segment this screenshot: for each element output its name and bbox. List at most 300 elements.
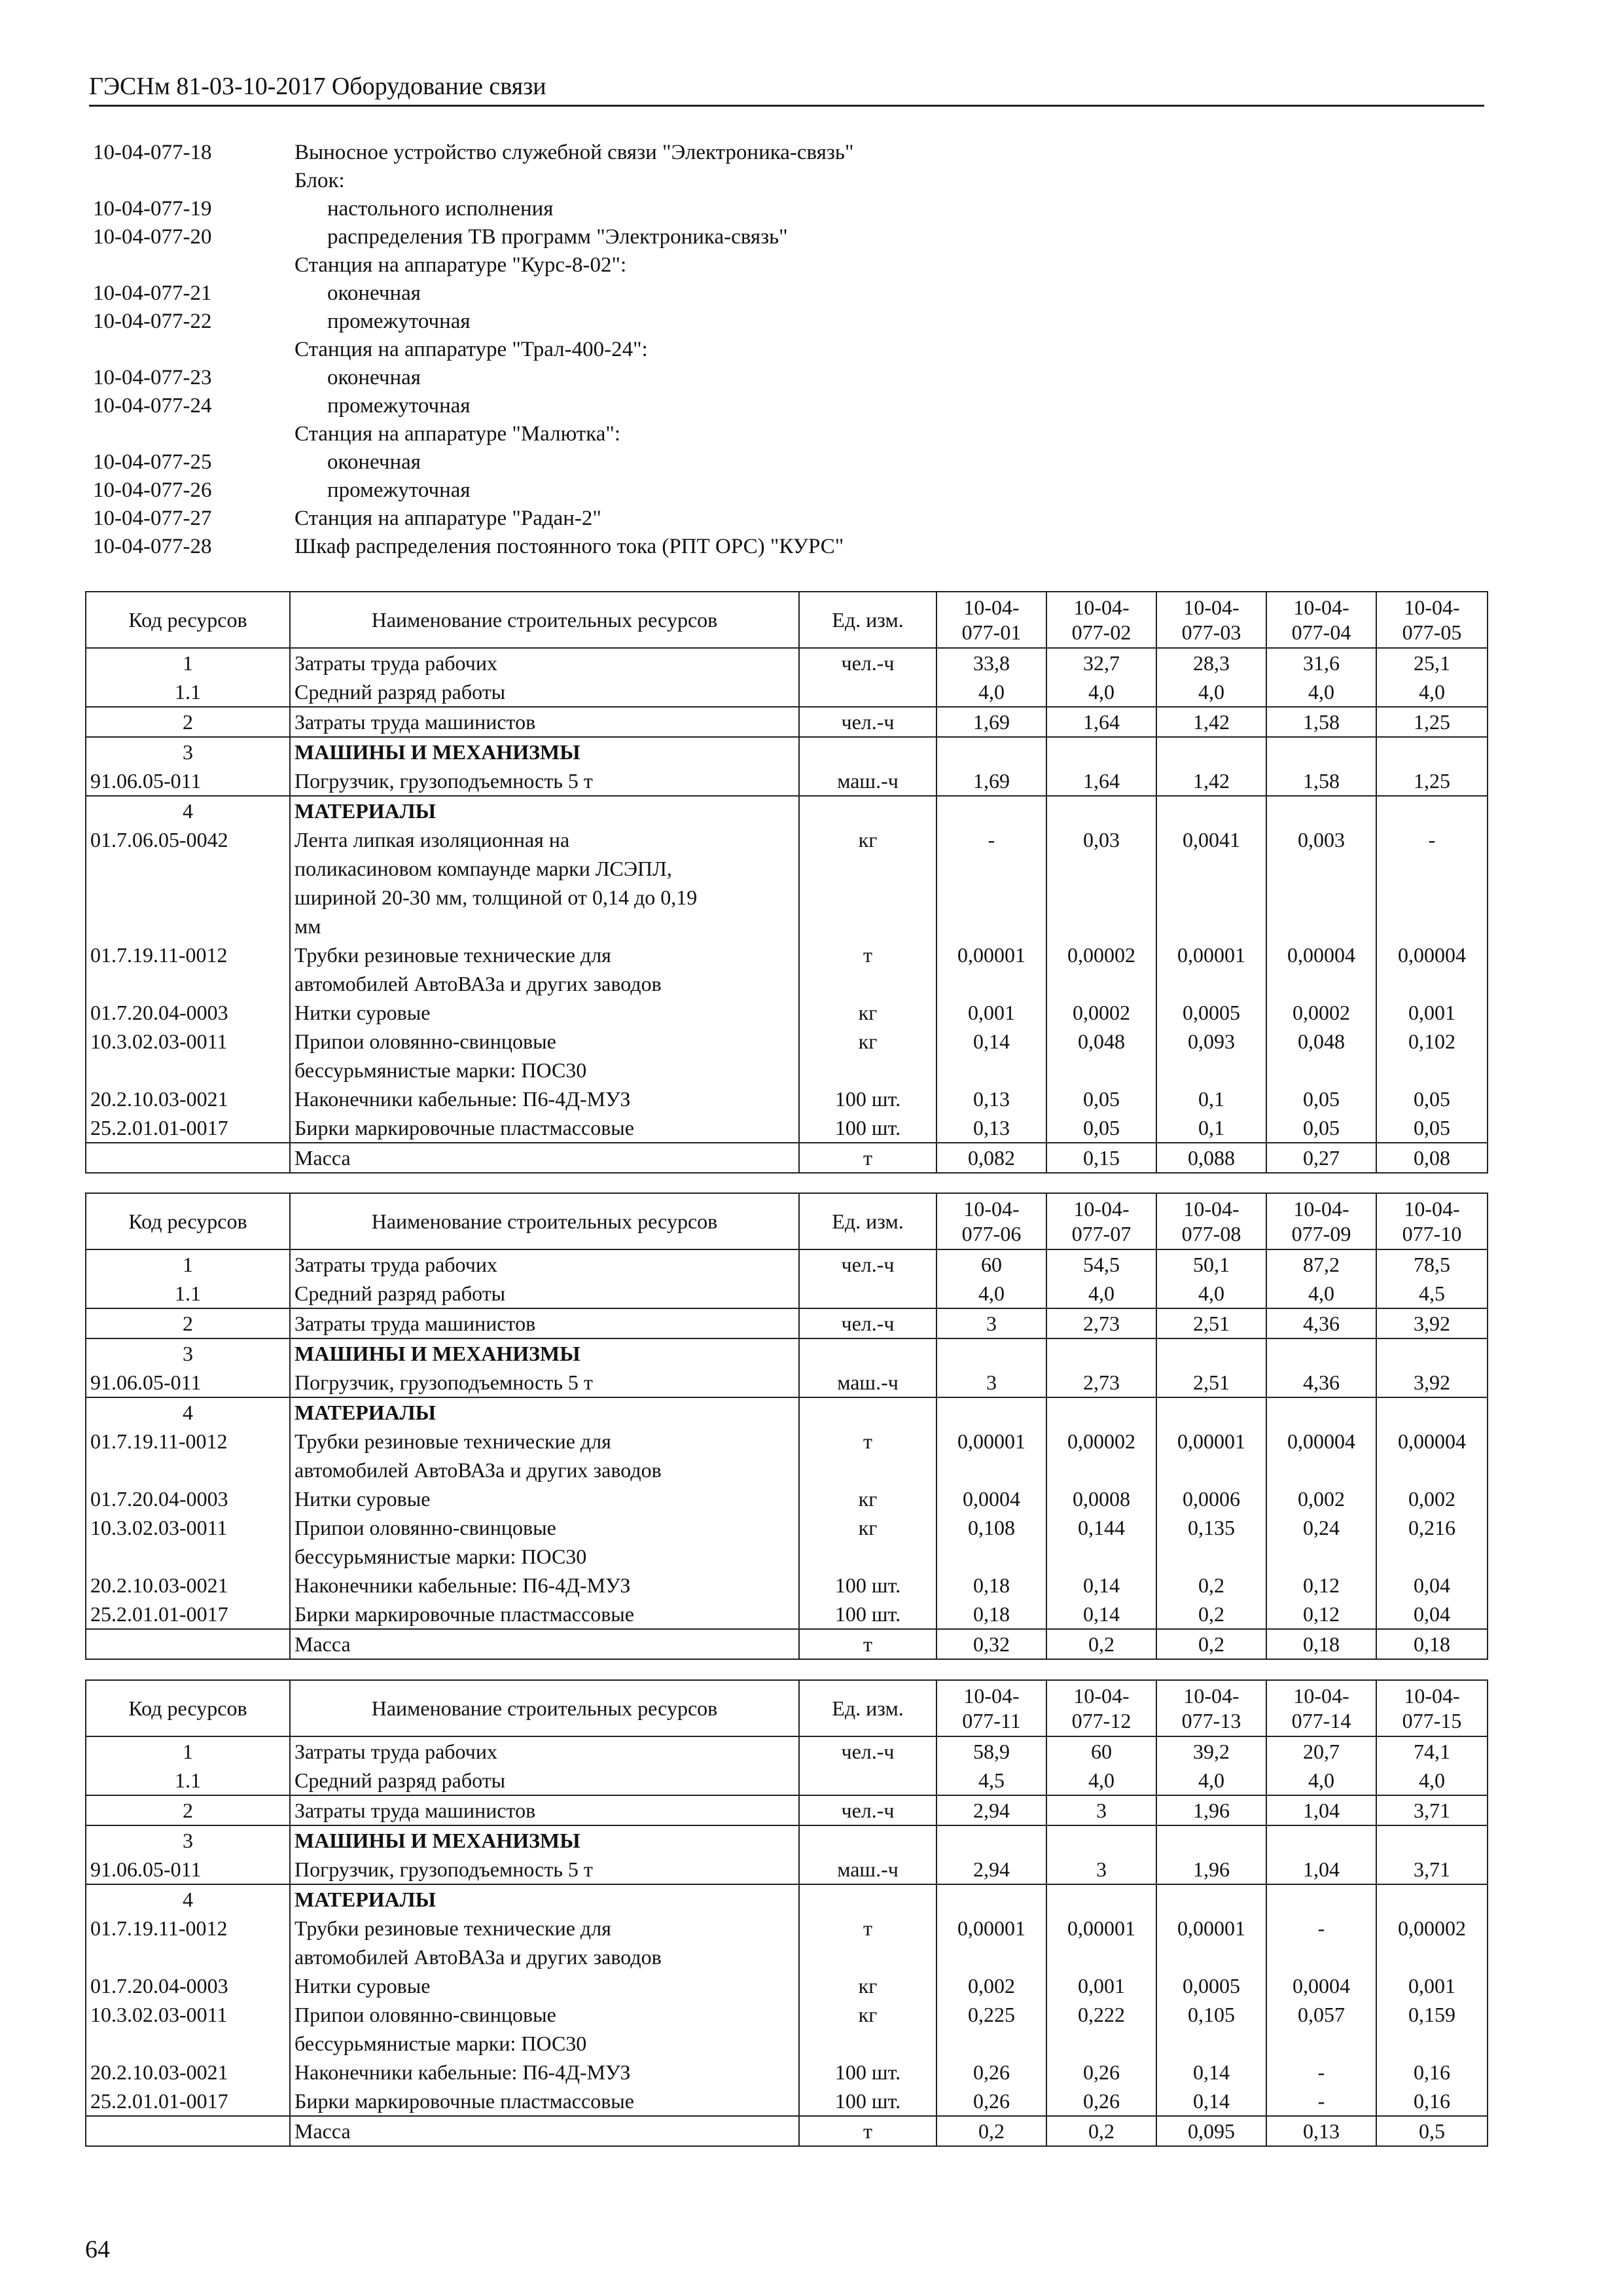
resource-name: Затраты труда машинистов bbox=[290, 1795, 799, 1825]
resource-value: 0,048 bbox=[1266, 1027, 1376, 1085]
resource-value: 87,2 bbox=[1266, 1249, 1376, 1279]
resource-value bbox=[1266, 1825, 1376, 1855]
resource-code: 01.7.06.05-0042 bbox=[86, 825, 290, 941]
resource-value: 0,2 bbox=[1156, 1600, 1266, 1629]
resource-name: Нитки суровые bbox=[290, 1971, 799, 2000]
resource-value: 0,057 bbox=[1266, 2000, 1376, 2058]
resource-name: Нитки суровые bbox=[290, 1484, 799, 1513]
resource-name: Затраты труда рабочих bbox=[290, 1249, 799, 1279]
resource-value bbox=[1376, 737, 1488, 766]
resource-unit: маш.-ч bbox=[799, 766, 936, 796]
code-list-code bbox=[93, 420, 294, 448]
resource-value: 3 bbox=[1046, 1795, 1156, 1825]
resource-value: 0,159 bbox=[1376, 2000, 1488, 2058]
page-number: 64 bbox=[85, 2236, 110, 2263]
resource-value: 0,082 bbox=[936, 1143, 1046, 1173]
resource-value: 0,216 bbox=[1376, 1513, 1488, 1571]
table-row bbox=[86, 677, 1488, 707]
resource-unit: 100 шт. bbox=[799, 1571, 936, 1600]
resource-value: 0,00004 bbox=[1266, 1427, 1376, 1484]
table-row bbox=[86, 707, 1488, 737]
resource-value bbox=[1156, 1397, 1266, 1427]
resource-value: 0,0004 bbox=[936, 1484, 1046, 1513]
resource-unit: 100 шт. bbox=[799, 1113, 936, 1143]
resource-value: 0,102 bbox=[1376, 1027, 1488, 1085]
resource-value: 0,00001 bbox=[1156, 941, 1266, 998]
resource-value: 0,00001 bbox=[1156, 1427, 1266, 1484]
resource-value: 2,94 bbox=[936, 1795, 1046, 1825]
resource-value: 0,05 bbox=[1046, 1113, 1156, 1143]
table-row bbox=[86, 1884, 1488, 1914]
code-list-text: промежуточная bbox=[327, 394, 471, 418]
header-column-code: 10-04- 077-05 bbox=[1376, 592, 1488, 648]
resource-value bbox=[1046, 1884, 1156, 1914]
resource-value bbox=[936, 1884, 1046, 1914]
resource-value: 78,5 bbox=[1376, 1249, 1488, 1279]
table-row bbox=[86, 1571, 1488, 1600]
resource-name: Масса bbox=[290, 1143, 799, 1173]
table-header-row bbox=[86, 1193, 1488, 1249]
resource-code: 01.7.19.11-0012 bbox=[86, 1914, 290, 1971]
resource-name: Погрузчик, грузоподъемность 5 т bbox=[290, 1368, 799, 1397]
resource-unit: 100 шт. bbox=[799, 1600, 936, 1629]
resource-unit: кг bbox=[799, 2000, 936, 2058]
resource-value: 0,13 bbox=[936, 1085, 1046, 1113]
resource-value: 0,048 bbox=[1046, 1027, 1156, 1085]
resource-value: 1,04 bbox=[1266, 1855, 1376, 1884]
resource-value: 4,0 bbox=[936, 1279, 1046, 1308]
resource-unit bbox=[799, 737, 936, 766]
resource-value: 4,0 bbox=[1156, 1766, 1266, 1795]
resource-value: 1,64 bbox=[1046, 766, 1156, 796]
resource-name: Масса bbox=[290, 1629, 799, 1659]
table-row bbox=[86, 1368, 1488, 1397]
header-code: Код ресурсов bbox=[86, 1193, 290, 1249]
resource-value: 0,18 bbox=[936, 1600, 1046, 1629]
resource-unit: чел.-ч bbox=[799, 1308, 936, 1338]
header-column-code: 10-04- 077-04 bbox=[1266, 592, 1376, 648]
table-row bbox=[86, 1914, 1488, 1971]
table-row bbox=[86, 1427, 1488, 1484]
resource-value: 0,1 bbox=[1156, 1113, 1266, 1143]
resource-value: 0,0005 bbox=[1156, 998, 1266, 1027]
code-list-text: оконечная bbox=[327, 366, 421, 389]
resource-value: 4,0 bbox=[1046, 1279, 1156, 1308]
table-row bbox=[86, 737, 1488, 766]
resource-value: 1,69 bbox=[936, 707, 1046, 737]
resource-value: 0,108 bbox=[936, 1513, 1046, 1571]
resource-value: 60 bbox=[936, 1249, 1046, 1279]
code-list-item bbox=[93, 533, 1402, 561]
resource-value: 0,04 bbox=[1376, 1571, 1488, 1600]
code-list-text: Станция на аппаратуре "Радан-2" bbox=[294, 507, 601, 530]
resource-value: 0,144 bbox=[1046, 1513, 1156, 1571]
resource-unit: кг bbox=[799, 1484, 936, 1513]
resource-name: Бирки маркировочные пластмассовые bbox=[290, 1113, 799, 1143]
resource-value: 0,26 bbox=[936, 2058, 1046, 2087]
resource-code: 01.7.20.04-0003 bbox=[86, 1971, 290, 2000]
resource-value: 4,0 bbox=[1046, 677, 1156, 707]
resource-value: 2,73 bbox=[1046, 1308, 1156, 1338]
resource-value: 54,5 bbox=[1046, 1249, 1156, 1279]
resource-value: 0,2 bbox=[1156, 1571, 1266, 1600]
resource-value: 1,96 bbox=[1156, 1795, 1266, 1825]
table-row bbox=[86, 1249, 1488, 1279]
resource-name: Средний разряд работы bbox=[290, 1279, 799, 1308]
resource-value: 1,96 bbox=[1156, 1855, 1266, 1884]
code-list-text: Станция на аппаратуре "Курс-8-02": bbox=[294, 253, 627, 277]
resource-value: 1,69 bbox=[936, 766, 1046, 796]
table-row bbox=[86, 1484, 1488, 1513]
table-header-row bbox=[86, 1680, 1488, 1736]
resource-unit bbox=[799, 677, 936, 707]
resource-value: 0,00002 bbox=[1046, 1427, 1156, 1484]
table-row bbox=[86, 766, 1488, 796]
resource-value: 2,51 bbox=[1156, 1308, 1266, 1338]
resource-value: 0,14 bbox=[1156, 2087, 1266, 2116]
resource-code: 1.1 bbox=[86, 677, 290, 707]
header-column-code: 10-04- 077-13 bbox=[1156, 1680, 1266, 1736]
resource-unit bbox=[799, 1338, 936, 1368]
resource-unit: кг bbox=[799, 825, 936, 941]
resource-code: 3 bbox=[86, 737, 290, 766]
code-list-text: Станция на аппаратуре "Малютка": bbox=[294, 422, 621, 446]
code-list-code: 10-04-077-24 bbox=[93, 394, 212, 418]
resource-value: 2,73 bbox=[1046, 1368, 1156, 1397]
code-list-code bbox=[93, 336, 294, 364]
table-row bbox=[86, 1825, 1488, 1855]
resource-value: - bbox=[1266, 2058, 1376, 2087]
resource-value: 1,25 bbox=[1376, 766, 1488, 796]
resource-name: Затраты труда машинистов bbox=[290, 707, 799, 737]
resource-name: Погрузчик, грузоподъемность 5 т bbox=[290, 1855, 799, 1884]
resource-value bbox=[1046, 737, 1156, 766]
code-list-code: 10-04-077-27 bbox=[93, 507, 212, 530]
resource-value: 4,0 bbox=[1266, 1766, 1376, 1795]
resource-value: 0,2 bbox=[1156, 1629, 1266, 1659]
resource-value: 0,0006 bbox=[1156, 1484, 1266, 1513]
resource-value: 0,002 bbox=[936, 1971, 1046, 2000]
resource-value bbox=[1376, 1397, 1488, 1427]
resource-value: 32,7 bbox=[1046, 648, 1156, 677]
resource-name: Масса bbox=[290, 2116, 799, 2146]
resource-value: 1,04 bbox=[1266, 1795, 1376, 1825]
resource-value: 0,13 bbox=[936, 1113, 1046, 1143]
resource-value: 0,088 bbox=[1156, 1143, 1266, 1173]
code-list-code bbox=[93, 167, 294, 195]
resource-value: 0,00004 bbox=[1376, 1427, 1488, 1484]
resource-name: Нитки суровые bbox=[290, 998, 799, 1027]
resource-name: МАТЕРИАЛЫ bbox=[290, 796, 799, 825]
resource-name: Затраты труда рабочих bbox=[290, 648, 799, 677]
resource-code: 1 bbox=[86, 1249, 290, 1279]
resource-unit: маш.-ч bbox=[799, 1368, 936, 1397]
resource-code: 91.06.05-011 bbox=[86, 766, 290, 796]
code-list-text: настольного исполнения bbox=[327, 197, 554, 221]
resource-name: Припои оловянно-свинцовые бессурьмянистые марки: ПОС30 bbox=[290, 1513, 799, 1571]
resource-value: 4,36 bbox=[1266, 1368, 1376, 1397]
resource-value: 58,9 bbox=[936, 1736, 1046, 1766]
code-list-code: 10-04-077-23 bbox=[93, 366, 212, 389]
resource-value: 0,16 bbox=[1376, 2058, 1488, 2087]
resource-code: 25.2.01.01-0017 bbox=[86, 1113, 290, 1143]
table-row bbox=[86, 1629, 1488, 1659]
table-row bbox=[86, 796, 1488, 825]
resource-value: 0,05 bbox=[1046, 1085, 1156, 1113]
code-list bbox=[93, 139, 1402, 561]
table-row bbox=[86, 1766, 1488, 1795]
resource-name: Наконечники кабельные: П6-4Д-МУЗ bbox=[290, 1085, 799, 1113]
resource-value: 0,105 bbox=[1156, 2000, 1266, 2058]
resource-value: 0,0002 bbox=[1266, 998, 1376, 1027]
resource-value: 4,0 bbox=[936, 677, 1046, 707]
resource-value: 4,0 bbox=[1156, 677, 1266, 707]
resource-value: 3,92 bbox=[1376, 1308, 1488, 1338]
resource-value: 0,0004 bbox=[1266, 1971, 1376, 2000]
resource-value: 0,00001 bbox=[1156, 1914, 1266, 1971]
resource-value: 0,04 bbox=[1376, 1600, 1488, 1629]
header-column-code: 10-04- 077-02 bbox=[1046, 592, 1156, 648]
resource-unit: т bbox=[799, 1914, 936, 1971]
resource-value: 4,0 bbox=[1156, 1279, 1266, 1308]
resource-value: 3 bbox=[1046, 1855, 1156, 1884]
table-row bbox=[86, 998, 1488, 1027]
code-list-text: промежуточная bbox=[327, 478, 471, 502]
resource-value: 1,64 bbox=[1046, 707, 1156, 737]
resource-value bbox=[1376, 1884, 1488, 1914]
table-row bbox=[86, 1143, 1488, 1173]
table-row bbox=[86, 1795, 1488, 1825]
resource-value: 0,0005 bbox=[1156, 1971, 1266, 2000]
resource-code: 91.06.05-011 bbox=[86, 1368, 290, 1397]
resource-code: 20.2.10.03-0021 bbox=[86, 1571, 290, 1600]
resource-value: 1,58 bbox=[1266, 707, 1376, 737]
table-row bbox=[86, 2000, 1488, 2058]
resource-value: 74,1 bbox=[1376, 1736, 1488, 1766]
resource-unit bbox=[799, 1279, 936, 1308]
resource-name: Наконечники кабельные: П6-4Д-МУЗ bbox=[290, 1571, 799, 1600]
resource-value bbox=[1266, 1397, 1376, 1427]
code-list-code: 10-04-077-26 bbox=[93, 478, 212, 502]
code-list-code: 10-04-077-20 bbox=[93, 225, 212, 249]
table-row bbox=[86, 1279, 1488, 1308]
resource-value: 0,12 bbox=[1266, 1600, 1376, 1629]
resource-name: МАТЕРИАЛЫ bbox=[290, 1884, 799, 1914]
resource-value: 2,51 bbox=[1156, 1368, 1266, 1397]
header-unit: Ед. изм. bbox=[799, 592, 936, 648]
resource-value: 0,1 bbox=[1156, 1085, 1266, 1113]
resource-code: 20.2.10.03-0021 bbox=[86, 2058, 290, 2087]
header-column-code: 10-04- 077-14 bbox=[1266, 1680, 1376, 1736]
resource-value: 3,92 bbox=[1376, 1368, 1488, 1397]
resource-value bbox=[936, 1397, 1046, 1427]
code-list-item bbox=[93, 336, 1402, 364]
resource-unit: т bbox=[799, 1427, 936, 1484]
resource-value: 0,00002 bbox=[1376, 1914, 1488, 1971]
resource-value: 0,13 bbox=[1266, 2116, 1376, 2146]
header-name: Наименование строительных ресурсов bbox=[290, 592, 799, 648]
resource-value: 0,26 bbox=[936, 2087, 1046, 2116]
table-row bbox=[86, 1027, 1488, 1085]
resource-unit: 100 шт. bbox=[799, 1085, 936, 1113]
table-row bbox=[86, 1736, 1488, 1766]
code-list-text: оконечная bbox=[327, 281, 421, 305]
resource-name: МАШИНЫ И МЕХАНИЗМЫ bbox=[290, 1338, 799, 1368]
resource-value: 0,24 bbox=[1266, 1513, 1376, 1571]
resource-unit bbox=[799, 796, 936, 825]
code-list-item bbox=[93, 251, 1402, 279]
resource-value: 0,001 bbox=[936, 998, 1046, 1027]
resource-value: 0,095 bbox=[1156, 2116, 1266, 2146]
resource-table-1 bbox=[85, 591, 1488, 1174]
resource-value: 0,05 bbox=[1376, 1113, 1488, 1143]
resource-unit: кг bbox=[799, 1971, 936, 2000]
resource-unit: т bbox=[799, 2116, 936, 2146]
resource-code bbox=[86, 1629, 290, 1659]
resource-value: 4,0 bbox=[1266, 677, 1376, 707]
resource-name: МАШИНЫ И МЕХАНИЗМЫ bbox=[290, 737, 799, 766]
resource-value: 0,2 bbox=[936, 2116, 1046, 2146]
table-row bbox=[86, 2116, 1488, 2146]
table-header-row bbox=[86, 592, 1488, 648]
resource-name: Бирки маркировочные пластмассовые bbox=[290, 2087, 799, 2116]
resource-name: Лента липкая изоляционная на поликасиновом компаунде марки ЛСЭПЛ, шириной 20-30 мм, толщиной от 0,14 до 0,19 мм bbox=[290, 825, 799, 941]
header-column-code: 10-04- 077-10 bbox=[1376, 1193, 1488, 1249]
resource-value bbox=[1266, 796, 1376, 825]
resource-value: 4,5 bbox=[936, 1766, 1046, 1795]
resource-table-2 bbox=[85, 1193, 1488, 1660]
resource-value: 0,001 bbox=[1046, 1971, 1156, 2000]
table-row bbox=[86, 648, 1488, 677]
table-row bbox=[86, 1338, 1488, 1368]
resource-value: 0,225 bbox=[936, 2000, 1046, 2058]
resource-unit: чел.-ч bbox=[799, 707, 936, 737]
resource-value: 0,00001 bbox=[1046, 1914, 1156, 1971]
resource-name: Наконечники кабельные: П6-4Д-МУЗ bbox=[290, 2058, 799, 2087]
resource-unit: 100 шт. bbox=[799, 2058, 936, 2087]
resource-value: 0,001 bbox=[1376, 998, 1488, 1027]
resource-name: Средний разряд работы bbox=[290, 1766, 799, 1795]
resource-value: 0,0008 bbox=[1046, 1484, 1156, 1513]
resource-value: 4,0 bbox=[1376, 1766, 1488, 1795]
resource-value: 1,58 bbox=[1266, 766, 1376, 796]
table-row bbox=[86, 1971, 1488, 2000]
code-list-item bbox=[93, 167, 1402, 195]
header-column-code: 10-04- 077-15 bbox=[1376, 1680, 1488, 1736]
resource-value bbox=[1266, 737, 1376, 766]
code-list-code: 10-04-077-28 bbox=[93, 535, 212, 558]
resource-value: 0,14 bbox=[936, 1027, 1046, 1085]
header-code: Код ресурсов bbox=[86, 592, 290, 648]
resource-value: 0,00004 bbox=[1266, 941, 1376, 998]
resource-value bbox=[936, 1338, 1046, 1368]
header-column-code: 10-04- 077-09 bbox=[1266, 1193, 1376, 1249]
resource-value: - bbox=[936, 825, 1046, 941]
resource-value: 31,6 bbox=[1266, 648, 1376, 677]
resource-value: 4,0 bbox=[1266, 1279, 1376, 1308]
resource-value: 0,002 bbox=[1266, 1484, 1376, 1513]
resource-code: 4 bbox=[86, 1397, 290, 1427]
resource-unit: т bbox=[799, 1629, 936, 1659]
resource-code: 01.7.19.11-0012 bbox=[86, 1427, 290, 1484]
resource-code: 1 bbox=[86, 1736, 290, 1766]
resource-unit bbox=[799, 1884, 936, 1914]
resource-code: 4 bbox=[86, 1884, 290, 1914]
resource-value: 0,00001 bbox=[936, 1427, 1046, 1484]
resource-value: 3 bbox=[936, 1308, 1046, 1338]
resource-value bbox=[1156, 1338, 1266, 1368]
table-row bbox=[86, 1113, 1488, 1143]
resource-code: 10.3.02.03-0011 bbox=[86, 2000, 290, 2058]
resource-value: 3 bbox=[936, 1368, 1046, 1397]
resource-unit bbox=[799, 1397, 936, 1427]
resource-code: 20.2.10.03-0021 bbox=[86, 1085, 290, 1113]
resource-code: 2 bbox=[86, 707, 290, 737]
resource-value bbox=[936, 737, 1046, 766]
code-list-text: Выносное устройство служебной связи "Электроника-связь" bbox=[294, 141, 854, 164]
code-list-item bbox=[93, 476, 1402, 505]
resource-value: 0,001 bbox=[1376, 1971, 1488, 2000]
resource-value: 39,2 bbox=[1156, 1736, 1266, 1766]
table-row bbox=[86, 2087, 1488, 2116]
resource-value: 0,00001 bbox=[936, 941, 1046, 998]
table-row bbox=[86, 2058, 1488, 2087]
resource-value: 4,5 bbox=[1376, 1279, 1488, 1308]
resource-value: 0,32 bbox=[936, 1629, 1046, 1659]
resource-value: 0,05 bbox=[1266, 1113, 1376, 1143]
resource-value bbox=[1156, 796, 1266, 825]
resource-value: 0,00001 bbox=[936, 1914, 1046, 1971]
resource-table-3 bbox=[85, 1679, 1488, 2147]
resource-value bbox=[936, 1825, 1046, 1855]
header-column-code: 10-04- 077-06 bbox=[936, 1193, 1046, 1249]
resource-value: 0,00004 bbox=[1376, 941, 1488, 998]
resource-code: 3 bbox=[86, 1338, 290, 1368]
resource-value bbox=[1266, 1338, 1376, 1368]
resource-code: 10.3.02.03-0011 bbox=[86, 1513, 290, 1571]
resource-value: 2,94 bbox=[936, 1855, 1046, 1884]
resource-value: 28,3 bbox=[1156, 648, 1266, 677]
code-list-code: 10-04-077-25 bbox=[93, 450, 212, 474]
code-list-code: 10-04-077-22 bbox=[93, 310, 212, 333]
resource-name: Трубки резиновые технические для автомобилей АвтоВАЗа и других заводов bbox=[290, 1914, 799, 1971]
resource-value: 60 bbox=[1046, 1736, 1156, 1766]
resource-value: 0,27 bbox=[1266, 1143, 1376, 1173]
resource-value bbox=[1046, 1397, 1156, 1427]
code-list-item bbox=[93, 223, 1402, 251]
resource-value: 0,2 bbox=[1046, 2116, 1156, 2146]
resource-value bbox=[1156, 1825, 1266, 1855]
resource-value: 0,15 bbox=[1046, 1143, 1156, 1173]
resource-value: 20,7 bbox=[1266, 1736, 1376, 1766]
code-list-text: Шкаф распределения постоянного тока (РПТ ОРС) "КУРС" bbox=[294, 535, 844, 558]
table-row bbox=[86, 941, 1488, 998]
code-list-item bbox=[93, 448, 1402, 476]
code-list-item bbox=[93, 195, 1402, 223]
resource-value: 0,222 bbox=[1046, 2000, 1156, 2058]
code-list-item bbox=[93, 139, 1402, 167]
resource-value: 0,18 bbox=[936, 1571, 1046, 1600]
resource-code: 4 bbox=[86, 796, 290, 825]
table-row bbox=[86, 1855, 1488, 1884]
code-list-text: оконечная bbox=[327, 450, 421, 474]
resource-value: 50,1 bbox=[1156, 1249, 1266, 1279]
code-list-text: распределения ТВ программ "Электроника-связь" bbox=[327, 225, 788, 249]
header-column-code: 10-04- 077-08 bbox=[1156, 1193, 1266, 1249]
resource-value: 4,36 bbox=[1266, 1308, 1376, 1338]
resource-unit: т bbox=[799, 941, 936, 998]
resource-unit: кг bbox=[799, 1027, 936, 1085]
